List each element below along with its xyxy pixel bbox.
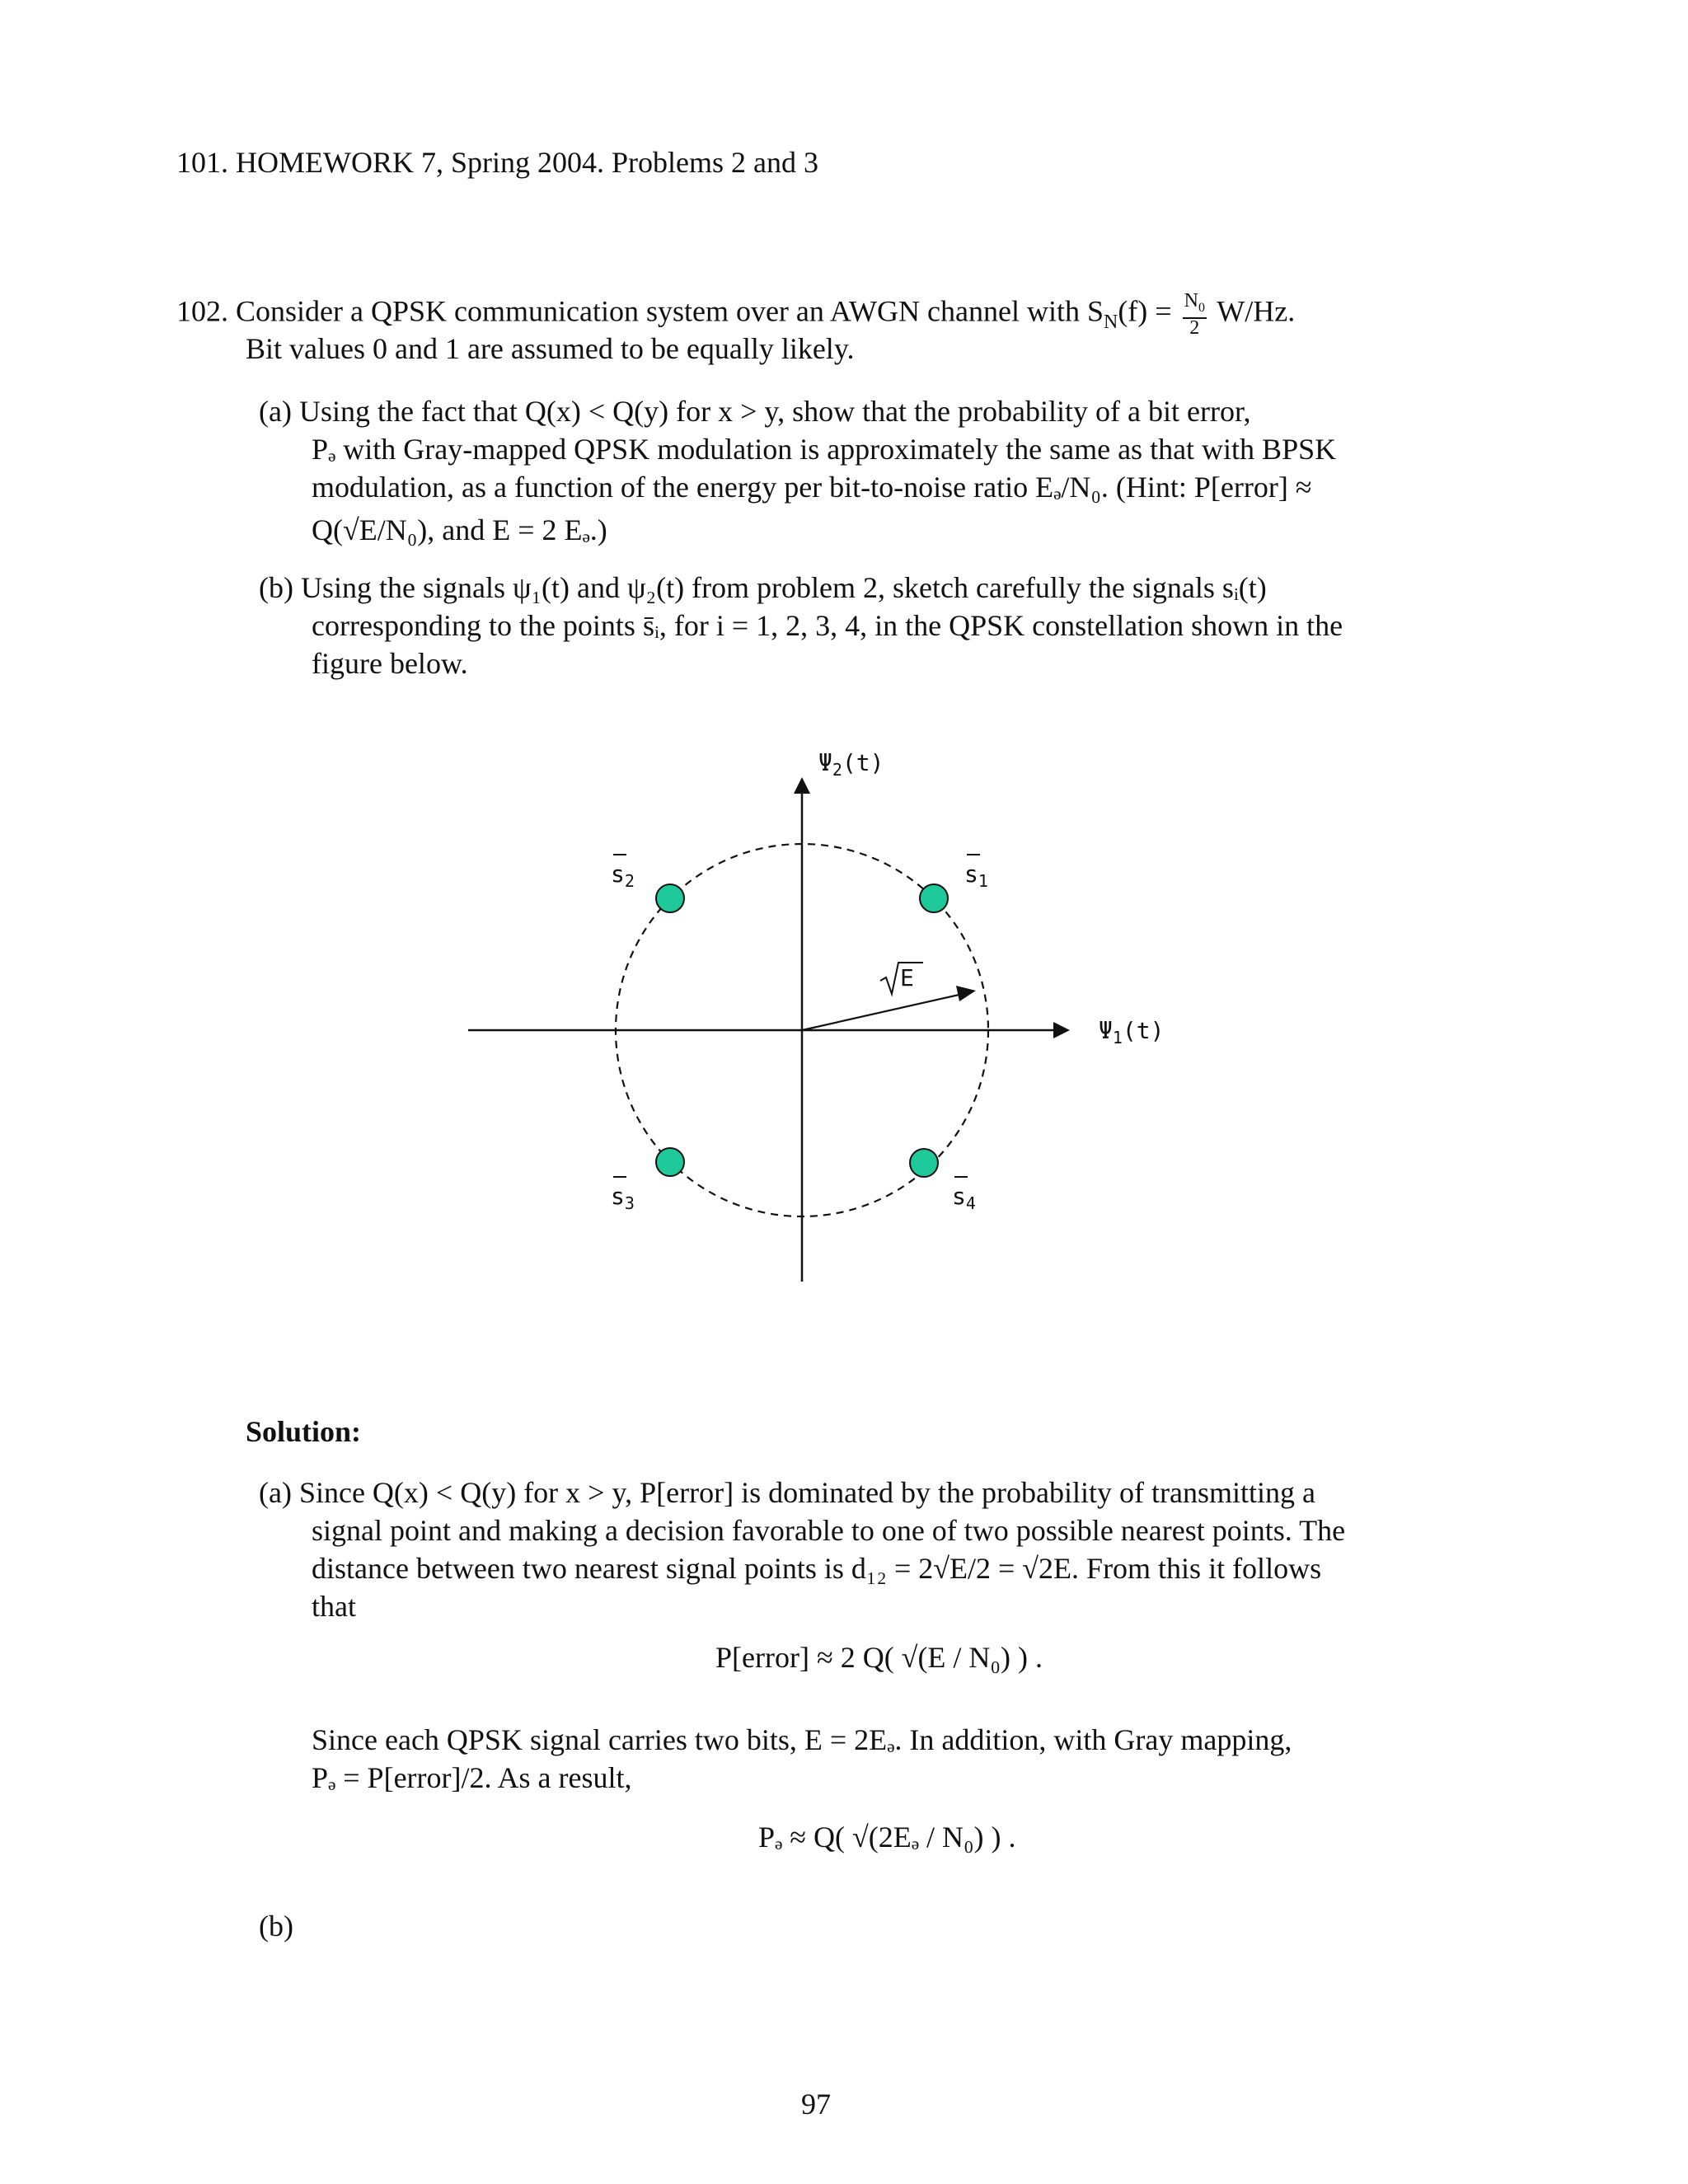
vector-label-e: E [900,964,914,991]
problem-line-1-text: 102. Consider a QPSK communication system over an AWGN channel with S [176,294,1104,328]
psd-fraction-num-sub: 0 [1198,300,1205,315]
solution-a-line-3: distance between two nearest signal points is d₁₂ = 2√E/2 = √2E. From this it follows [312,1552,1322,1585]
sqrt-e-vector [802,994,963,1030]
solution-b-label: (b) [259,1910,293,1943]
label-s2: $s_2$ [611,860,635,891]
x-axis-label: $\Psi_1(t)$ [1099,1017,1165,1047]
part-b-line-2: corresponding to the points s̄ᵢ, for i = 1, 2, 3, 4, in the QPSK constellation shown in the [312,609,1343,642]
point-s1 [920,884,948,912]
part-a-line-2: Pₔ with Gray-mapped QPSK modulation is approximately the same as that with BPSK [312,433,1337,466]
page-number: 97 [801,2088,831,2121]
part-b-line-3: figure below. [312,647,468,680]
equation-perror: P[error] ≈ 2 Q( √(E / N₀) ) . [715,1641,1043,1674]
solution-a-line-2: signal point and making a decision favorable to one of two possible nearest points. The [312,1514,1346,1547]
point-s2 [656,884,684,912]
y-axis-label: $\Psi_2(t)$ [818,749,884,780]
solution-a-line-5: Since each QPSK signal carries two bits, E = 2Eₔ. In addition, with Gray mapping, [312,1723,1292,1756]
point-s4 [910,1149,938,1177]
problem-line-1-rest: (f) = [1118,294,1179,328]
part-a-line-1: (a) Using the fact that Q(x) < Q(y) for x > y, show that the probability of a bit error, [259,395,1251,428]
y-axis-arrow [794,777,810,794]
psd-fraction-num: N [1184,290,1198,312]
part-a-line-3: modulation, as a function of the energy per bit-to-noise ratio Eₔ/N₀. (Hint: P[error] ≈ [312,471,1312,504]
point-s3 [656,1148,684,1176]
problem-line-2: Bit values 0 and 1 are assumed to be equally likely. [246,332,855,365]
part-a-line-4: Q(√E/N₀), and E = 2 Eₔ.) [312,513,607,546]
psd-fraction-den: 2 [1189,316,1200,339]
solution-a-line-4: that [312,1590,356,1623]
label-s1: $s_1$ [964,860,988,891]
sqrt-e-vector-arrowhead [956,986,976,1001]
label-s4: $s_4$ [952,1183,976,1213]
x-axis-arrow [1053,1022,1070,1038]
solution-a-line-6: Pₔ = P[error]/2. As a result, [312,1761,632,1794]
solution-a-line-1: (a) Since Q(x) < Q(y) for x > y, P[error] is dominated by the probability of transmitting a [259,1476,1315,1509]
part-b-line-1: (b) Using the signals ψ₁(t) and ψ₂(t) from problem 2, sketch carefully the signals sᵢ(t) [259,571,1267,604]
page-header: 101. HOMEWORK 7, Spring 2004. Problems 2 and 3 [176,146,818,179]
problem-line-1-sub: N [1103,311,1118,333]
problem-line-1-unit: W/Hz. [1209,294,1296,328]
label-s3: $s_3$ [611,1183,635,1213]
equation-pb: Pₔ ≈ Q( √(2Eₔ / N₀) ) . [758,1821,1016,1854]
solution-heading: Solution: [246,1415,362,1448]
